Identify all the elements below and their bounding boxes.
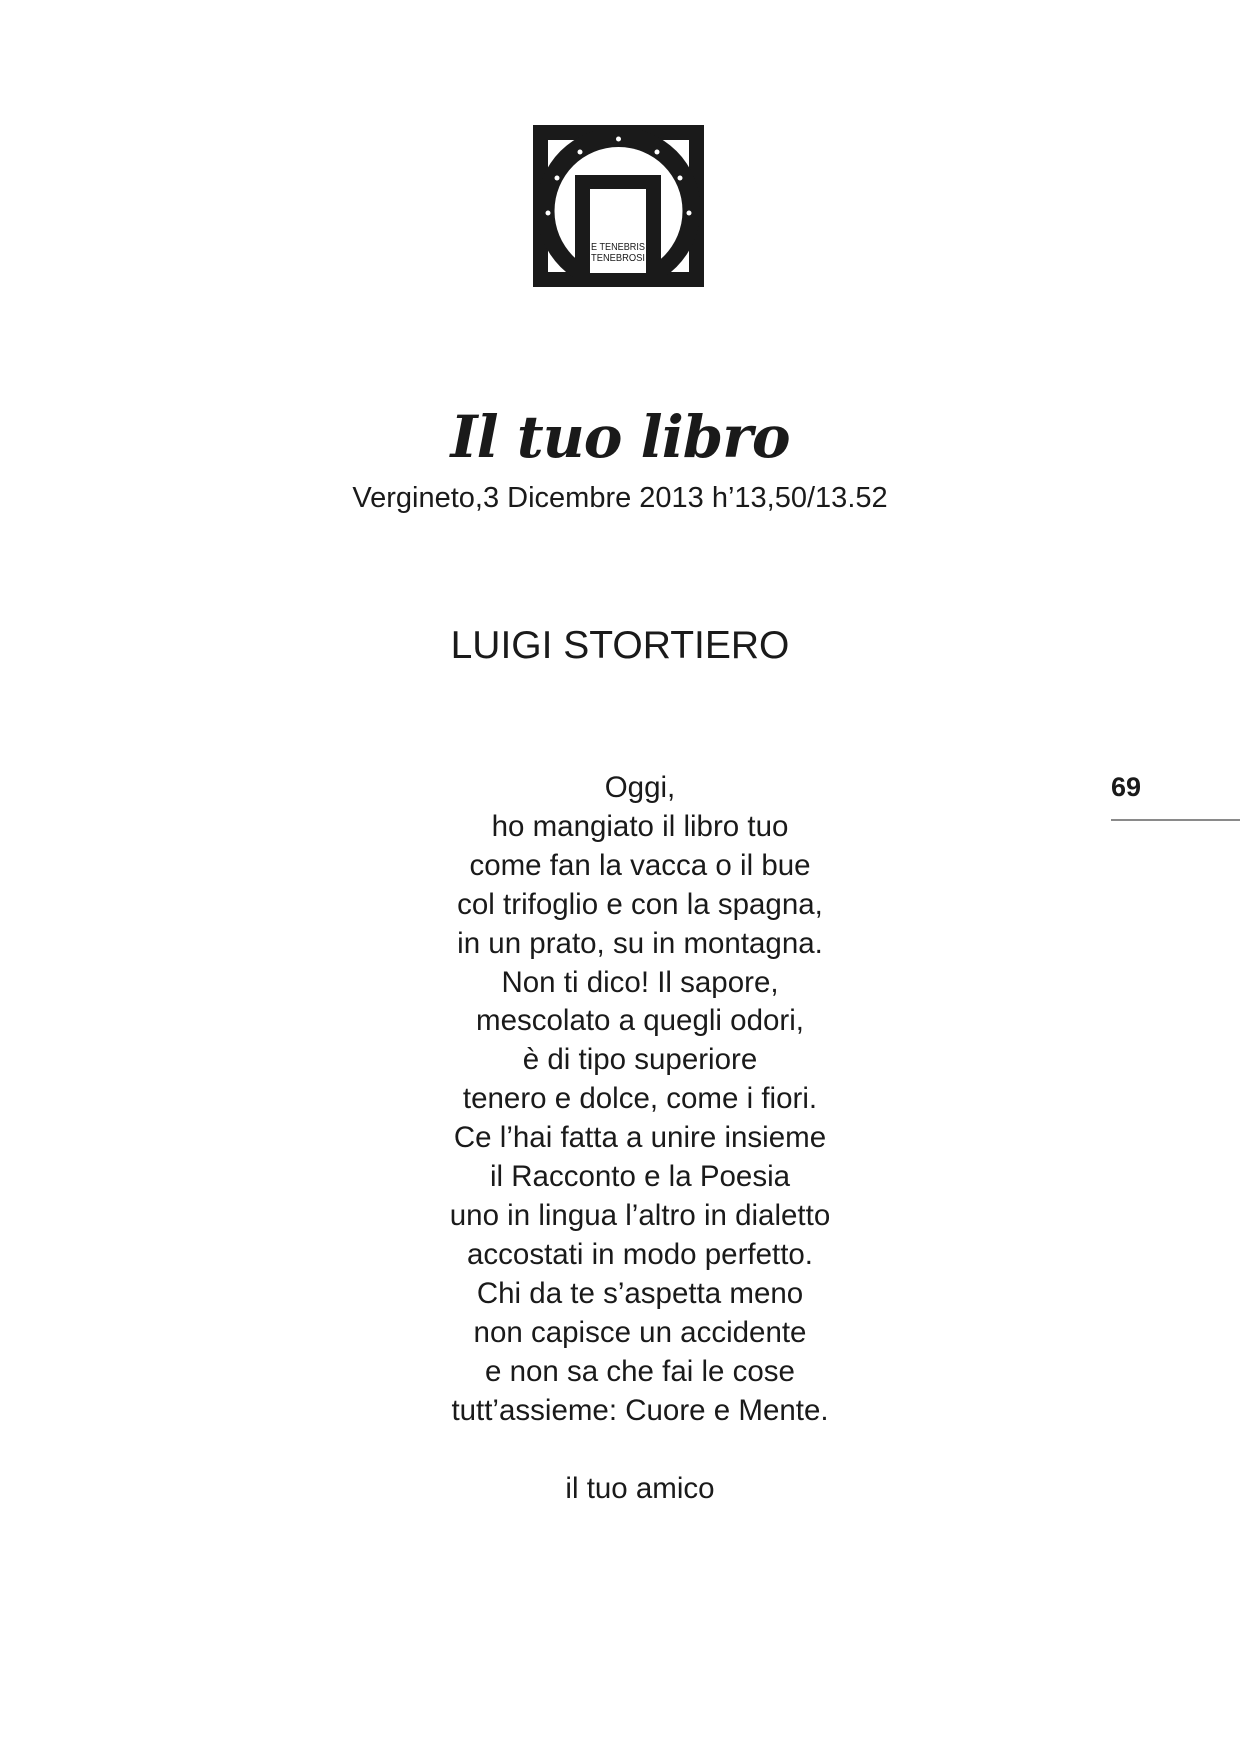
poem-line: Oggi, bbox=[604, 771, 676, 804]
poem-line: Chi da te s’aspetta meno bbox=[476, 1276, 804, 1310]
poem-line: tenero e dolce, come i fiori. bbox=[462, 1082, 818, 1116]
poem-line: e non sa che fai le cose bbox=[485, 1354, 795, 1388]
poem-line: in un prato, su in montagna. bbox=[457, 926, 823, 960]
page-number-rule bbox=[1111, 819, 1240, 821]
publisher-logo bbox=[533, 125, 704, 287]
poem-line: Non ti dico! Il sapore, bbox=[501, 965, 779, 999]
poem-line: tutt’assieme: Cuore e Mente. bbox=[451, 1393, 829, 1427]
poem-line: è di tipo superiore bbox=[522, 1043, 758, 1077]
poem-line: Ce l’hai fatta a unire insieme bbox=[453, 1121, 827, 1155]
poem-line: ho mangiato il libro tuo bbox=[491, 809, 789, 843]
svg-text:E TENEBRIS: E TENEBRIS bbox=[591, 242, 646, 253]
page-number: 69 bbox=[1111, 772, 1142, 802]
poem-line: come fan la vacca o il bue bbox=[469, 848, 811, 882]
poem-line: uno in lingua l’altro in dialetto bbox=[449, 1198, 831, 1232]
poem-line: il Racconto e la Poesia bbox=[489, 1160, 791, 1194]
author-name: LUIGI STORTIERO bbox=[450, 624, 790, 667]
poem-line: mescolato a quegli odori, bbox=[476, 1004, 804, 1038]
date-line: Vergineto,3 Dicembre 2013 h’13,50/13.52 bbox=[352, 482, 888, 514]
poem-line: accostati in modo perfetto. bbox=[467, 1237, 813, 1271]
page-title: Il tuo libro bbox=[450, 403, 790, 471]
svg-text:TENEBROSI: TENEBROSI bbox=[591, 253, 645, 264]
poem-line: non capisce un accidente bbox=[473, 1315, 807, 1349]
poem bbox=[340, 769, 940, 1430]
poem-line: col trifoglio e con la spagna, bbox=[457, 887, 823, 921]
signature: il tuo amico bbox=[565, 1472, 715, 1505]
